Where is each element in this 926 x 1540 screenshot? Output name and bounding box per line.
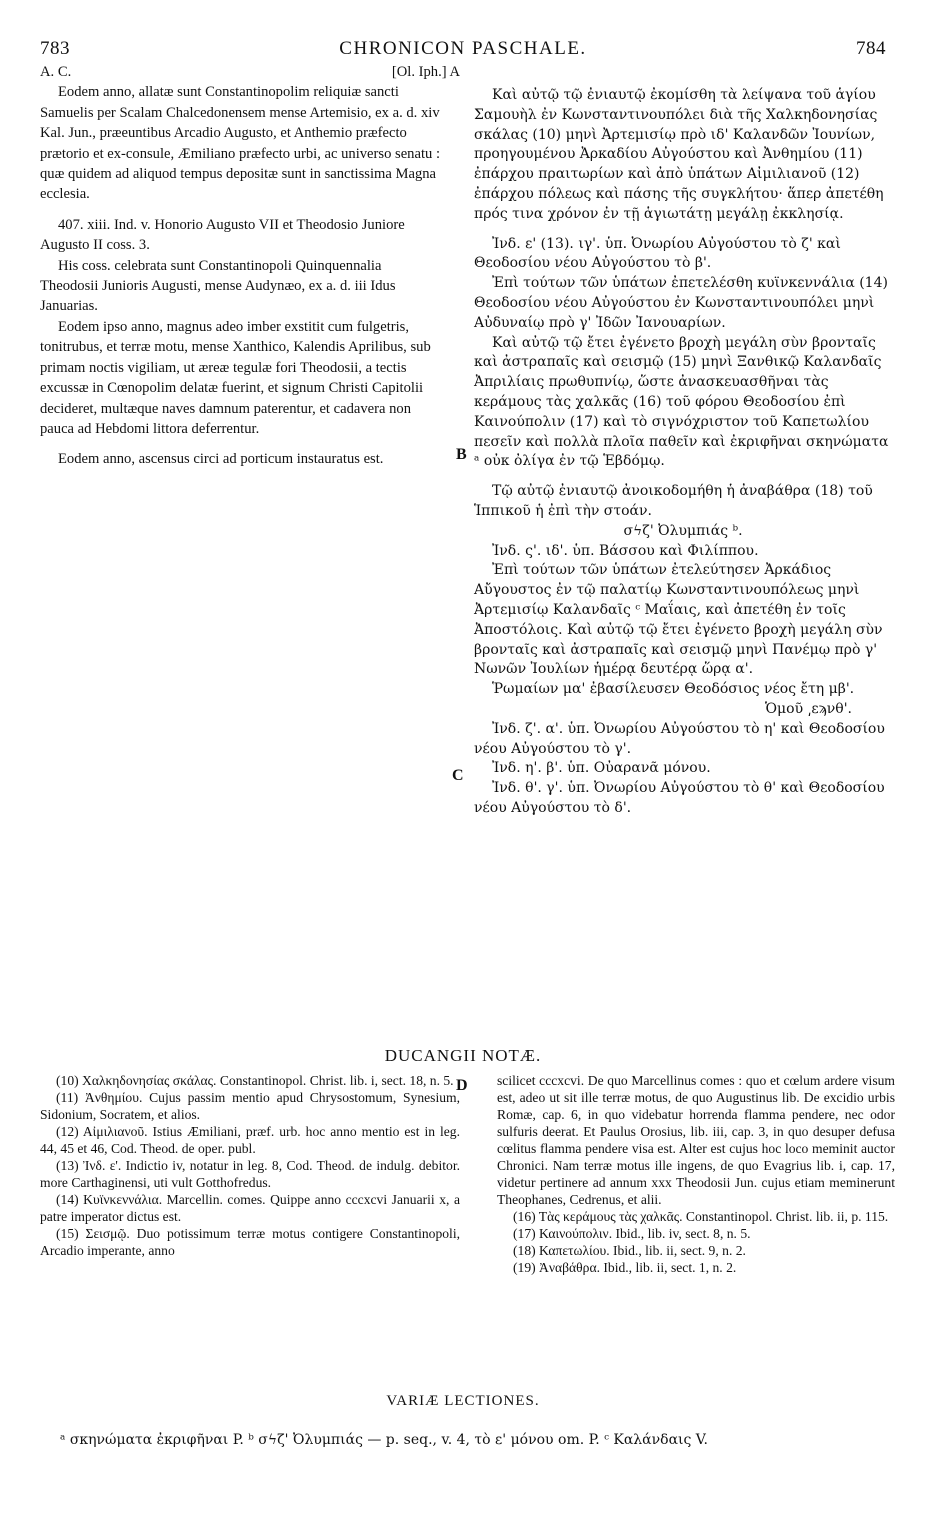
notes-right-column xyxy=(497,1072,895,1276)
note-10: (10) Χαλκηδονησίας σκάλας. Constantinopol. Christ. lib. i, sect. 18, n. 5. xyxy=(56,1073,454,1088)
latin-paragraph-5: Eodem anno, ascensus circi ad porticum instauratus est. xyxy=(58,451,384,468)
greek-paragraph-9: Ῥωμαίων μα' ἐβασίλευσεν Θεοδόσιος νέος ἔτη μβ'. xyxy=(492,681,855,698)
note-11: (11) Ἀνθημίου. Cujus passim mentio apud Chrysostomum, Synesium, Sidonium, Socratem, et alios. xyxy=(40,1090,460,1122)
notes-left-column xyxy=(40,1072,460,1259)
margin-letter-c: C xyxy=(452,767,464,784)
left-page-number: 783 xyxy=(40,38,70,59)
greek-paragraph-7: Ἰνδ. ς'. ιδ'. ὑπ. Βάσσου καὶ Φιλίππου. xyxy=(492,542,759,559)
olympiad-heading: σϟζ' Ὀλυμπιάς ᵇ. xyxy=(623,522,743,539)
greek-paragraph-11: Ἰνδ. ζ'. α'. ὑπ. Ὀνωρίου Αὐγούστου τὸ η' καὶ Θεοδοσίου νέου Αὐγούστου τὸ γ'. xyxy=(474,720,885,757)
variae-lectiones-heading: VARIÆ LECTIONES. xyxy=(386,1393,540,1409)
siglum-left: A. C. xyxy=(40,64,72,80)
margin-letter-d: D xyxy=(456,1077,468,1094)
latin-paragraph-1: Eodem anno, allatæ sunt Constantinopolim reliquiæ sancti Samuelis per Scalam Chalcedonensem mense Artemisio, ex a. d. xiv Kal. Jun., præeuntibus Arcadio Augusto, et Anthemio præfecto prætorio et ex-consule, Æmiliano præfecto urbi, ac universo senatu : quæ quidem ad aliquod tempus depositæ sunt in sanctissima Magna ecclesia. xyxy=(40,84,441,203)
note-16: (16) Τὰς κεράμους τὰς χαλκᾶς. Constantinopol. Christ. lib. ii, p. 115. xyxy=(513,1209,889,1224)
latin-paragraph-2: 407. xiii. Ind. v. Honorio Augusto VII et Theodosio Juniore Augusto II coss. 3. xyxy=(40,216,405,254)
greek-paragraph-1: Καὶ αὐτῷ τῷ ἐνιαυτῷ ἐκομίσθη τὰ λείψανα τοῦ ἁγίου Σαμουὴλ ἐν Κωνσταντινουπόλει διὰ τῆς Χαλκηδονησίας σκάλας (10) μηνὶ Ἀρτεμισίῳ πρὸ ιδ' Καλανδῶν Ἰουνίων, προηγουμένου Ἀρκαδίου Αὐγούστου καὶ Ἀνθημίου (11) ἐπάρχου πραιτωρίων καὶ ἀπὸ ὑπάτων Αἰμιλιανοῦ (12) ἐπάρχου πόλεως καὶ πάσης τῆς συγκλήτου· ἅπερ ἀπετέθη πρός τινα χρόνον ἐν τῇ ἁγιωτάτῃ μεγάλῃ ἐκκλησίᾳ. xyxy=(474,87,884,222)
note-17: (17) Καινούπολιν. Ibid., lib. iv, sect. 8, n. 5. xyxy=(513,1226,751,1241)
latin-column xyxy=(40,62,460,470)
greek-paragraph-8: Ἐπὶ τούτων τῶν ὑπάτων ἐτελεύτησεν Ἀρκάδιος Αὔγουστος ἐν τῷ παλατίῳ Κωνσταντινουπόλεως μηνὶ Ἀρτεμισίῳ Καλανδαῖς ᶜ Μαΐαις, καὶ ἀπετέθη ἐν τοῖς Ἀποστόλοις. Καὶ αὐτῷ τῷ ἔτει ἐγένετο βροχὴ μεγάλη σὺν βρονταῖς καὶ ἀστραπαῖς καὶ σεισμῷ μηνὶ Πανέμῳ πρὸ γ' Νωνῶν Ἰουλίων ἡμέρᾳ δευτέρᾳ ὥρᾳ α'. xyxy=(474,562,883,678)
note-14: (14) Κυϊνκεννάλια. Marcellin. comes. Quippe anno cccxcvi Januarii x, a patre imperator dictus est. xyxy=(40,1192,460,1224)
note-13: (13) Ἰνδ. ε'. Indictio iv, notatur in leg. 8, Cod. Theod. de indulg. debitor. more Carthaginensi, uti vult Gotthofredus. xyxy=(40,1158,460,1190)
greek-paragraph-13: Ἰνδ. θ'. γ'. ὑπ. Ὀνωρίου Αὐγούστου τὸ θ' καὶ Θεοδοσίου νέου Αὐγούστου τὸ δ'. xyxy=(474,780,885,816)
variae-lectiones-text: ᵃ σκηνώματα ἐκριφῆναι P. ᵇ σϟζ' Ὀλυμπιάς — p. seq., v. 4, τὸ ε' μόνου om. P. ᶜ Καλάνδαις V. xyxy=(60,1432,708,1448)
latin-paragraph-3: His coss. celebrata sunt Constantinopoli Quinquennalia Theodosii Junioris Augusti, mense Audynæo, ex a. d. iii Idus Januarias. xyxy=(40,257,396,315)
note-19: (19) Ἀναβάθρα. Ibid., lib. ii, sect. 1, n. 2. xyxy=(513,1260,737,1275)
margin-letter-b: B xyxy=(456,446,467,463)
greek-paragraph-4: Καὶ αὐτῷ τῷ ἔτει ἐγένετο βροχὴ μεγάλη σὺν βρονταῖς καὶ ἀστραπαῖς καὶ σεισμῷ (15) μηνὶ Ξανθικῷ Καλανδαῖς Ἀπριλίαις πρωθυπνίῳ, ὥστε ἀνασκευασθῆναι τὰς κεράμους τὰς χαλκᾶς (16) τοῦ φόρου Θεοδοσίου ἐπὶ Καινούπολιν (17) καὶ τὸ σιγνόχριστον τοῦ Καπετωλίου πεσεῖν καὶ πολλὰ πλοῖα παθεῖν καὶ ἐκριφῆναι σκηνώματα ᵃ οὐκ ὀλίγα ἐν τῷ Ἑβδόμῳ. xyxy=(474,334,889,470)
running-title: CHRONICON PASCHALE. xyxy=(339,38,587,59)
greek-paragraph-5: Τῷ αὐτῷ ἐνιαυτῷ ἀνοικοδομήθη ἡ ἀναβάθρα (18) τοῦ Ἱππικοῦ ἡ ἐπὶ τὴν στοάν. xyxy=(474,483,873,519)
siglum-row xyxy=(40,62,460,82)
note-15: (15) Σεισμῷ. Duo potissimum terræ motus contigere Constantinopoli, Arcadio imperante, anno xyxy=(40,1226,460,1258)
greek-paragraph-2: Ἰνδ. ε' (13). ιγ'. ὑπ. Ὀνωρίου Αὐγούστου τὸ ζ' καὶ Θεοδοσίου νέου Αὐγούστου τὸ β'. xyxy=(474,235,841,272)
greek-column xyxy=(474,86,892,819)
note-18: (18) Καπετωλίου. Ibid., lib. ii, sect. 9, n. 2. xyxy=(513,1243,746,1258)
siglum-right: [Ol. Iph.] A xyxy=(391,64,460,80)
notes-heading: DUCANGII NOTÆ. xyxy=(384,1046,542,1065)
greek-total-years: Ὁμοῦ ͵εϡνθ'. xyxy=(765,700,852,717)
note-12: (12) Αἰμιλιανοῦ. Istius Æmiliani, præf. urb. hoc anno mentio est in leg. 44, 45 et 46, Cod. Theod. de oper. publ. xyxy=(40,1124,460,1156)
latin-paragraph-4: Eodem ipso anno, magnus adeo imber exstitit cum fulgetris, tonitrubus, et terræ motu, mense Xanthico, Kalendis Aprilibus, sub primam noctis vigiliam, ut æreæ tegulæ fori Theodosii, a tectis excussæ in Cœnopolim delatæ fuerint, et signum Christi Capitolii decideret, multæque naves damnum paterentur, et cadavera non pauca ad Hebdomi littora deferrentur. xyxy=(40,318,431,437)
right-page-number: 784 xyxy=(856,38,886,59)
greek-paragraph-3: Ἐπὶ τούτων τῶν ὑπάτων ἐπετελέσθη κυϊνκεννάλια (14) Θεοδοσίου νέου Αὐγούστου ἐν Κωνσταντινουπόλει μηνὶ Αὐδυναίῳ πρὸ γ' Ἰδῶν Ἰανουαρίων. xyxy=(474,275,888,331)
note-15-continuation: scilicet cccxcvi. De quo Marcellinus comes : quo et cœlum ardere visum est, adeo ut sit ille terræ motus, de quo Augustinus lib. De excidio urbis Romæ, cap. 6, in quo videbatur horrenda flamma pendere, nec odor sulfuris deerat. Et Paulus Orosius, lib. iii, cap. 3, in quo desuper defusa cœlitus flamma pendere visa est. Alter est cujus hoc loco meminit auctor Chronici. Nam terræ motus ille ingens, de quo Evagrius lib. i, cap. 17, videtur pertinere ad annum xxx Theodosii Jun. cujus etiam meminerunt Theophanes, Cedrenus, et alii. xyxy=(497,1073,895,1207)
greek-paragraph-12: Ἰνδ. η'. β'. ὑπ. Οὐαρανᾶ μόνου. xyxy=(492,760,711,777)
